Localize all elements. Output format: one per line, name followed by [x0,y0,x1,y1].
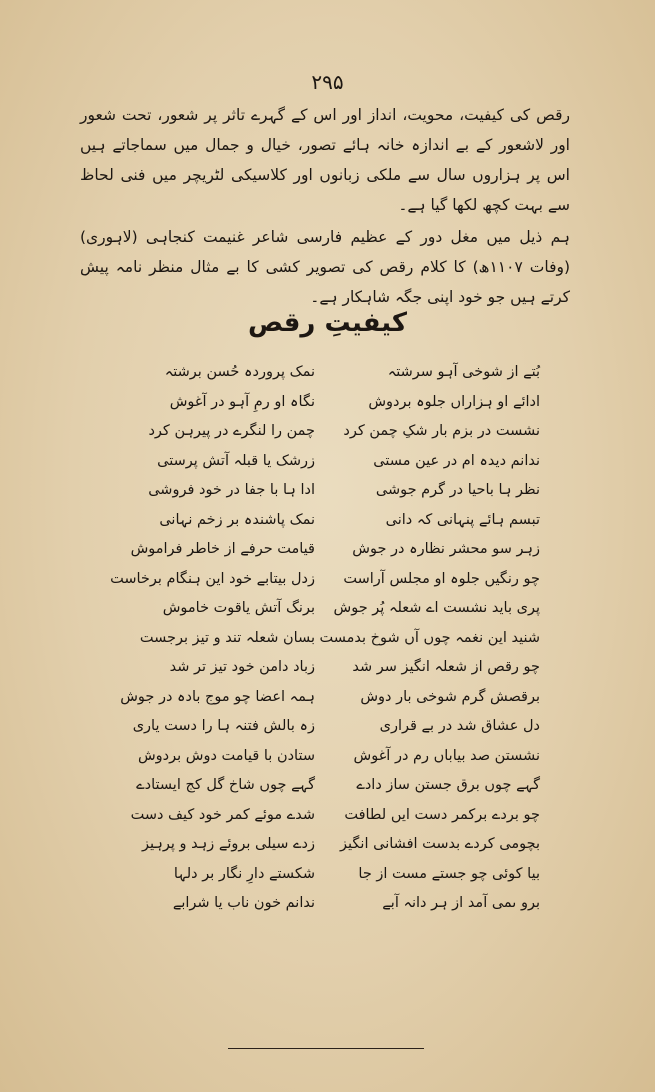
first-hemistich: چو بردے برکمر دست ایں لطافت [344,806,540,823]
page-number: ۲۹۵ [311,70,344,94]
couplet [120,742,540,772]
second-hemistich: زباد دامن خود تیز تر شد [169,659,315,675]
couplet [120,683,540,713]
couplet [110,565,540,595]
first-hemistich: نشست در بزم بار شکِ چمن کرد [343,423,540,439]
intro-text [80,100,570,312]
first-hemistich: چو رنگیں جلوہ او مجلس آراست [343,570,540,587]
first-hemistich: ادائے او ہزاراں جلوہ بردوش [368,393,540,410]
second-hemistich: ادا ہا با جفا در خود فروشی [148,482,315,498]
second-hemistich: بسان شعلہ تند و تیز برجست [139,629,315,646]
couplet [120,388,540,418]
couplet [120,801,540,831]
second-hemistich: قیامت حرفے از خاطر فراموش [130,541,315,557]
first-hemistich: نشستن صد بیاباں رم در آغوش [353,747,540,764]
bottom-rule [228,1048,424,1049]
couplet [120,476,540,506]
first-hemistich: شنید این نغمہ چوں آں شوخ بدمست [319,629,540,646]
second-hemistich: گہے چوں شاخ گل کج ایستادے [136,777,315,793]
second-hemistich: برنگ آتش یاقوت خاموش [162,600,315,616]
intro-paragraph: رقص کی کیفیت، محویت، انداز اور اس کے گہرے تاثر پر شعور، تحت شعور اور لاشعور کے بے اندازہ خانہ ہائے تصور، خیال و جمال میں سماجاتے ہیں اس پر ہزاروں سال سے ملکی زبانوں اور کلاسیکی لٹریچر میں فنی لحاظ سے بہت کچھ لکھا گیا ہے۔ [80,106,570,214]
couplet [120,594,540,624]
first-hemistich: گہے چوں برق جستن ساز دادے [356,777,540,793]
first-hemistich: دل عشاق شد در بے قراری [379,718,540,734]
first-hemistich: زہر سو محشر نظارہ در جوش [352,541,540,557]
first-hemistich: بیا کوئی چو جستے مست از جا [358,865,540,882]
couplet [120,712,540,742]
couplet [120,830,540,860]
couplet [120,653,540,683]
second-hemistich: چمن را لنگرے در پیرہن کرد [148,423,315,439]
second-hemistich: نمک پاشندہ بر زخم نہانی [159,511,315,528]
second-hemistich: زدل بیتابے خود این ہنگام برخاست [110,570,315,587]
first-hemistich: چو رقص از شعلہ انگیز سر شد [352,659,540,675]
couplet [120,506,540,536]
second-hemistich: نمک پروردہ حُسن برشتہ [164,364,315,380]
couplet [120,771,540,801]
poem [110,358,540,919]
couplet [120,447,540,477]
first-hemistich: پری باید نشست اے شعلہ پُر جوش [333,600,540,616]
second-hemistich: شدے موئے کمر خود کیف دست [130,806,315,823]
second-hemistich: زدے سیلی بروئے زہد و پرہیز [141,836,315,852]
couplet [120,624,540,654]
second-hemistich: ہمہ اعضا چو موج بادہ در جوش [120,688,315,705]
first-hemistich: نظر ہا باحیا در گرم جوشی [375,482,540,498]
second-hemistich: زہ بالش فتنہ ہا را دست یاری [132,718,315,734]
first-hemistich: ندانم دیدہ ام در عین مستی [373,452,540,469]
couplet [120,358,540,388]
first-hemistich: برو ںمی آمد از ہر دانہ آبے [382,895,540,911]
first-hemistich: برقصش گرم شوخی بار دوش [360,688,540,705]
couplet [120,535,540,565]
first-hemistich: تبسم ہائے پنہانی کہ دانی [385,511,540,528]
second-hemistich: زرشک یا قبلہ آتش پرستی [157,452,315,469]
second-hemistich: نگاہ او رمِ آہو در آغوش [169,393,315,410]
second-hemistich: ندانم خون ناب یا شرابے [172,895,315,911]
poem-title: کیفیتِ رقص [247,308,408,338]
second-hemistich: ستادن با قیامت دوش بردوش [137,747,315,764]
first-hemistich: بچومی کردے بدست افشانی انگیز [340,836,540,852]
couplet [120,889,540,919]
second-hemistich: شکستے دارِ نگار بر دلہا [173,865,315,882]
intro-paragraph: ہم ذیل میں مغل دور کے عظیم فارسی شاعر غنیمت کنجاہی (لاہوری) (وفات ۱۱۰۷ھ) کا کلام رقص کی تصویر کشی کا بے مثال منظر نامہ پیش کرتے ہیں جو خود اپنی جگہ شاہکار ہے۔ [80,228,571,306]
first-hemistich: بُتے از شوخی آہو سرشتہ [387,364,540,380]
couplet [120,860,540,890]
couplet [120,417,540,447]
